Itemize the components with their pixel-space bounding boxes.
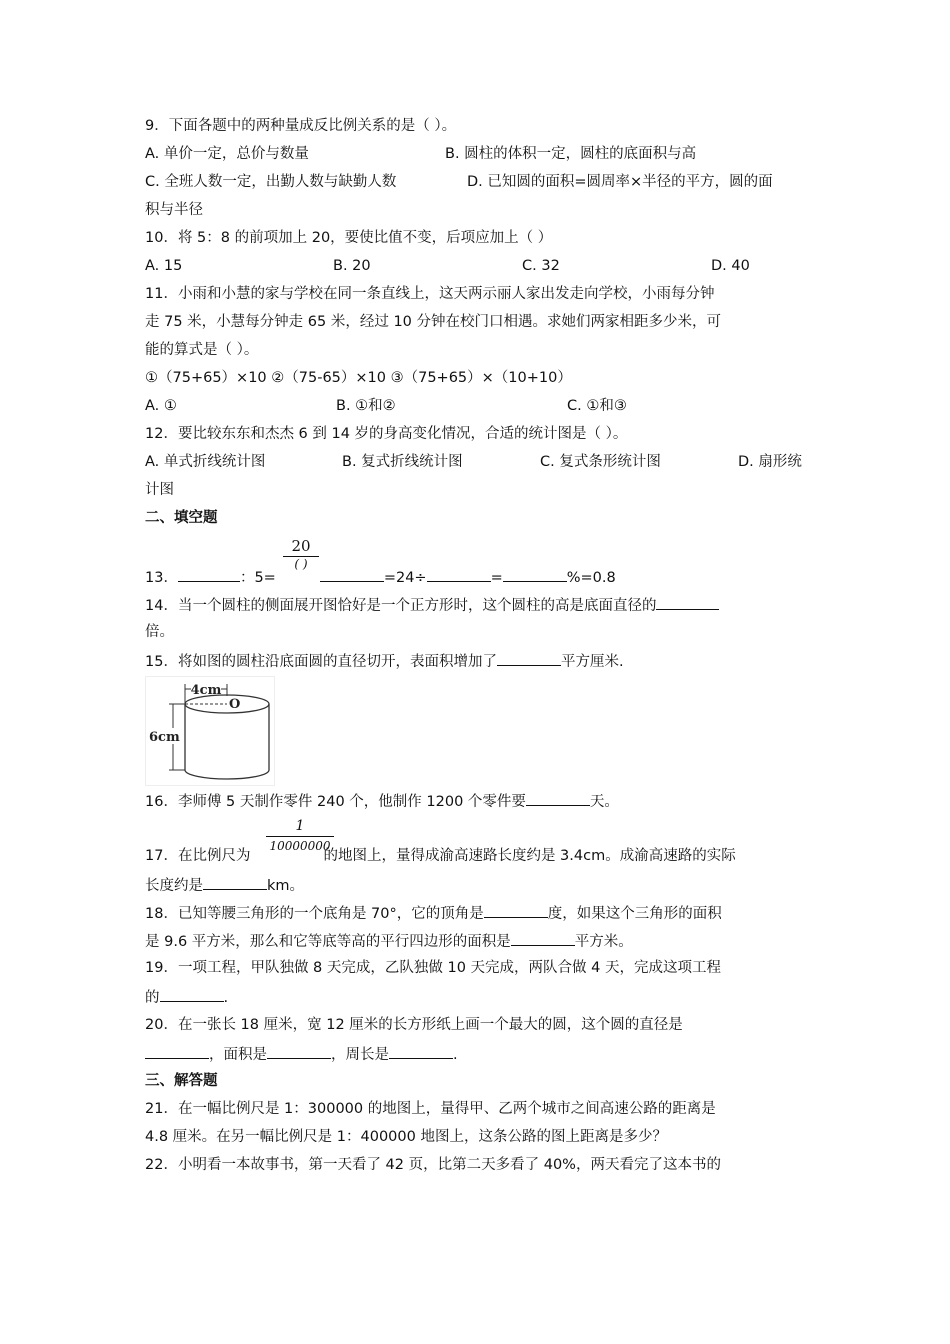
q12-option-d-cont: 计图 xyxy=(145,482,174,498)
question-13 xyxy=(145,566,616,588)
question-21-line2: 4.8 厘米。在另一幅比例尺是 1：400000 地图上，这条公路的图上距离是多少？ xyxy=(145,1129,667,1145)
q16-blank[interactable] xyxy=(526,790,590,806)
q16-text-end: 天。 xyxy=(589,794,619,810)
question-10-stem: 10．将 5：8 的前项加上 20，要使比值不变，后项应加上（ ） xyxy=(145,230,553,246)
q9-option-b: B. 圆柱的体积一定，圆柱的底面积与高 xyxy=(445,146,697,162)
q20-blank-perimeter[interactable] xyxy=(389,1043,453,1059)
q17-text-post: 的地图上，量得成渝高速路长度约是 3.4cm。成渝高速路的实际 xyxy=(323,848,736,864)
q10-option-d: D. 40 xyxy=(711,258,750,274)
fig-height-label: 6cm xyxy=(149,730,180,745)
q11-option-a: A. ① xyxy=(145,398,177,414)
q18-blank-1[interactable] xyxy=(484,902,548,918)
q15-blank[interactable] xyxy=(497,650,561,666)
question-19-line1: 19．一项工程，甲队独做 8 天完成，乙队独做 10 天完成，两队合做 4 天，完成这项工程 xyxy=(145,960,722,976)
q13-blank-1[interactable] xyxy=(178,566,240,582)
q14-text: 14．当一个圆柱的侧面展开图恰好是一个正方形时，这个圆柱的高是底面直径的 xyxy=(145,598,657,614)
question-11-line2: 走 75 米，小慧每分钟走 65 米，经过 10 分钟在校门口相遇。求她们两家相距多少米，可 xyxy=(145,314,722,330)
q10-option-c: C. 32 xyxy=(522,258,560,274)
question-11-line1: 11．小雨和小慧的家与学校在同一条直线上，这天两示丽人家出发走向学校，小雨每分钟 xyxy=(145,286,715,302)
q13-blank-3[interactable] xyxy=(427,566,491,582)
q12-option-a: A. 单式折线统计图 xyxy=(145,454,266,470)
q11-option-c: C. ①和③ xyxy=(567,398,627,414)
q13-fraction-numerator: 20 xyxy=(291,537,311,555)
q19-blank[interactable] xyxy=(160,986,224,1002)
q18-text-2: 度，如果这个三角形的面积 xyxy=(547,906,722,922)
q20-blank-diameter[interactable] xyxy=(145,1043,209,1059)
q13-eq1: =24÷ xyxy=(383,570,427,586)
question-17-line2 xyxy=(145,874,304,896)
q12-option-c: C. 复式条形统计图 xyxy=(540,454,661,470)
q17-unit: km。 xyxy=(267,878,305,894)
question-12-stem: 12．要比较东东和杰杰 6 到 14 岁的身高变化情况，合适的统计图是（ ）。 xyxy=(145,426,628,442)
question-20-line1: 20．在一张长 18 厘米，宽 12 厘米的长方形纸上画一个最大的圆，这个圆的直径是 xyxy=(145,1017,683,1033)
q10-option-b: B. 20 xyxy=(333,258,371,274)
q19-text-end: . xyxy=(223,990,229,1006)
q17-fraction-denominator: 10000000 xyxy=(266,836,334,855)
q17-blank[interactable] xyxy=(203,874,267,890)
q20-text-perimeter: ，周长是 xyxy=(331,1047,389,1063)
q15-text-end: 平方厘米. xyxy=(560,654,624,670)
q13-sep: ：5= xyxy=(239,570,276,586)
question-16 xyxy=(145,790,619,812)
q19-text-2: 的 xyxy=(145,990,160,1006)
q18-text-1: 18．已知等腰三角形的一个底角是 70°，它的顶角是 xyxy=(145,906,484,922)
fig-center-label: O xyxy=(229,697,241,712)
fig-diameter-label: 4cm xyxy=(190,683,222,698)
q20-text-end: . xyxy=(453,1047,458,1063)
section-solve-heading: 三、解答题 xyxy=(145,1073,218,1089)
q9-option-d-cont: 积与半径 xyxy=(145,202,203,218)
question-9-stem: 9．下面各题中的两种量成反比例关系的是（ ）。 xyxy=(145,118,457,134)
q12-option-b: B. 复式折线统计图 xyxy=(342,454,463,470)
q13-blank-4[interactable] xyxy=(503,566,567,582)
q13-eq3: %=0.8 xyxy=(566,570,616,586)
question-17-line1 xyxy=(145,846,736,866)
section-fill-in-heading: 二、填空题 xyxy=(145,510,218,526)
q18-blank-2[interactable] xyxy=(511,930,575,946)
q15-text: 15．将如图的圆柱沿底面圆的直径切开，表面积增加了 xyxy=(145,654,497,670)
question-11-formulas: ①（75+65）×10 ②（75-65）×10 ③（75+65）×（10+10） xyxy=(145,370,572,386)
q12-option-d: D. 扇形统 xyxy=(738,454,802,470)
q17-text-2: 长度约是 xyxy=(145,878,203,894)
question-15 xyxy=(145,650,624,672)
question-22-line1: 22．小明看一本故事书，第一天看了 42 页，比第二天多看了 40%，两天看完了这本书的 xyxy=(145,1157,721,1173)
question-21-line1: 21．在一幅比例尺是 1：300000 的地图上，量得甲、乙两个城市之间高速公路的距离是 xyxy=(145,1101,716,1117)
q13-number: 13． xyxy=(145,570,178,586)
question-18-line1 xyxy=(145,902,722,924)
q10-option-a: A. 15 xyxy=(145,258,183,274)
q13-blank-2[interactable] xyxy=(320,566,384,582)
q13-eq2: = xyxy=(490,570,503,586)
question-20-line2 xyxy=(145,1043,458,1065)
q17-fraction-numerator: 1 xyxy=(295,818,305,834)
q14-blank[interactable] xyxy=(656,594,719,610)
question-14-line1 xyxy=(145,594,719,616)
q9-option-c: C. 全班人数一定，出勤人数与缺勤人数 xyxy=(145,174,397,190)
q20-text-area: ，面积是 xyxy=(209,1047,267,1063)
question-11-line3: 能的算式是（ ）。 xyxy=(145,342,259,358)
q20-blank-area[interactable] xyxy=(267,1043,331,1059)
q16-text: 16．李师傅 5 天制作零件 240 个，他制作 1200 个零件要 xyxy=(145,794,526,810)
q11-option-b: B. ①和② xyxy=(336,398,396,414)
q17-text-pre: 17．在比例尺为 xyxy=(145,848,251,864)
question-18-line2 xyxy=(145,930,633,952)
q18-text-3: 是 9.6 平方米，那么和它等底等高的平行四边形的面积是 xyxy=(145,934,511,950)
q13-fraction-denominator: ( ) xyxy=(283,556,319,571)
question-19-line2 xyxy=(145,986,228,1008)
question-14-line2: 倍。 xyxy=(145,624,174,640)
q9-option-a: A. 单价一定，总价与数量 xyxy=(145,146,309,162)
q9-option-d: D. 已知圆的面积=圆周率×半径的平方，圆的面 xyxy=(467,174,773,190)
cylinder-figure xyxy=(145,676,275,786)
q18-text-4: 平方米。 xyxy=(574,934,633,950)
